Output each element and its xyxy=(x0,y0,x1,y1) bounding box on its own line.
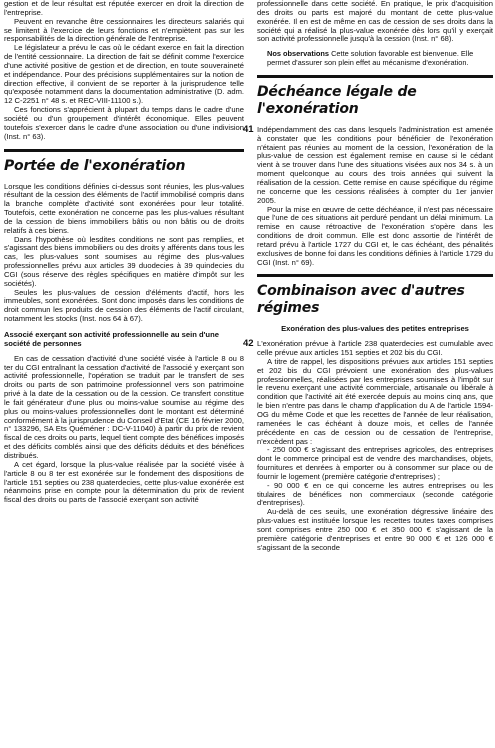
numbered-paragraph-42 xyxy=(243,338,493,358)
subheading-petites-entreprises: Exonération des plus-values des petites entreprises xyxy=(281,324,469,334)
subheading-associe: Associé exerçant son activité professionnelle au sein d'une société de personnes xyxy=(4,330,219,348)
paragraph: Lorsque les conditions définies ci-dessus sont réunies, les plus-values résultant de la cession des éléments de l'actif immobilisé compris dans la branche complète d'activité sont exonérées pour leur totalité. Toutefois, cette exonération ne concerne pas les plus-values résultant de la cession de biens immobiliers bâtis ou non bâtis ou de droits relatifs à ces biens. xyxy=(4,181,244,235)
paragraph-number: 42 xyxy=(243,338,254,350)
observation-note xyxy=(267,50,493,68)
section-heading-combinaison: Combinaison avec d'autres régimes xyxy=(257,274,493,317)
left-column xyxy=(4,0,244,748)
paragraph: En cas de cessation d'activité d'une société visée à l'article 8 ou 8 ter du CGI entraînant la cessation d'activité de l'associé y exerçant son activité professionnelle, l'opération se traduit par le transfert de ses droits ou parts de son patrimoine professionnel vers son patrimoine privé à la date de la cessation ou de la cession. Ce transfert constitue le fait générateur d'une plus ou moins-value soumise au régime des plus ou moins-values professionnelles dont le montant est déterminé conformément à la jurisprudence du Conseil d'Etat (CE 16 février 2000, n° 133296, SA Ets Quéméner : DC-V-11040) à partir du prix de revient fiscal de ces droits ou parts, lequel tient compte des bénéfices imposés et des déficits comblés ainsi que des déficits déduits et des bénéfices distribués. xyxy=(4,353,244,460)
note-label: Nos observations xyxy=(267,49,330,59)
paragraph: A cet égard, lorsque la plus-value réalisée par la société visée à l'article 8 ou 8 ter est exonérée sur le fondement des dispositions de l'article 151 septies ou 238 quaterdecies, cette plus-value exonérée est néanmoins prise en compte pour la détermination du prix de revient fiscal des droits ou parts de l'associé exerçant son activité xyxy=(4,459,244,505)
right-column xyxy=(243,0,493,748)
paragraph-number: 41 xyxy=(243,123,254,135)
paragraph: Dans l'hypothèse où lesdites conditions ne sont pas remplies, et s'agissant des biens immobiliers ou des droits y afférents dans tous les cas, les plus-values sont soumises au régime des plus-values professionnelles prévu aux articles 39 duodecies à 39 quindecies du CGI (sous réserve des règles spécifiques en matière d'impôt sur les sociétés). xyxy=(4,234,244,288)
note-text: Cette solution favorable est bienvenue. Elle permet d'assurer son plein effet au mécanisme d'exonération. xyxy=(267,49,474,68)
section-heading-portee: Portée de l'exonération xyxy=(4,149,244,175)
paragraph: - 250 000 € s'agissant des entreprises agricoles, des entreprises dont le commerce principal est de vendre des marchandises, objets, fournitures et denrées à emporter ou à consommer sur place ou de fournir le logement (première catégorie d'entreprises) ; xyxy=(257,445,493,481)
paragraph: Seules les plus-values de cession d'éléments d'actif, hors les immeubles, sont exonérées. Sont donc imposés dans les conditions de droit commun les produits de cession des éléments de l'actif circulant, notamment les stocks (Inst. nos 64 à 67). xyxy=(4,287,244,324)
paragraph: professionnelle dans cette société. En pratique, le prix d'acquisition des droits ou parts est majoré du montant de cette plus-value exonérée. Il en est de même en cas de cession de ses droits dans la société qui a réalisé la plus-value exonérée dès lors qu'il y exerçait son activité professionnelle jusqu'à la cession (Inst. n° 68). xyxy=(257,0,493,44)
paragraph: L'exonération prévue à l'article 238 quaterdecies est cumulable avec celle prévue aux articles 151 septies et 202 bis du CGI. xyxy=(257,339,493,358)
paragraph: - 90 000 € en ce qui concerne les autres entreprises ou les titulaires de bénéfices non commerciaux (seconde catégorie d'entreprises). xyxy=(257,480,493,508)
paragraph: Au-delà de ces seuils, une exonération dégressive linéaire des plus-values est instituée lorsque les recettes toutes taxes comprises sont comprises entre 250 000 € et 350 000 € s'agissant de la première catégorie d'entreprises et entre 90 000 € et 126 000 € s'agissant de la seconde xyxy=(257,507,493,552)
paragraph: Pour la mise en œuvre de cette déchéance, il n'est pas nécessaire que l'une de ces situations ait perduré pendant un délai minimum. La remise en cause rétroactive de l'exonération s'opère dans les conditions de droit commun. Elle est donc assortie de l'intérêt de retard prévu à l'article 1727 du CGI et, le cas échéant, des pénalités exclusives de bonne foi dans les conditions définies à l'article 1729 du CGI (Inst. n° 69). xyxy=(257,204,493,267)
paragraph: Indépendamment des cas dans lesquels l'administration est amenée à constater que les conditions pour bénéficier de l'exonération n'étaient pas réunies au moment de la cession, l'exonération de la plus-value de cession est également remise en cause si le cédant vient à se trouver dans l'une des situations visées aux nos 34 s. à un moment quelconque au cours des trois années qui suivent la réalisation de la cession. Cette remise en cause spécifique du régime ne concerne que les cessions réalisées à compter du 1er janvier 2005. xyxy=(257,124,493,205)
paragraph: gestion et de leur résultat est réputée exercer en droit la direction de l'entreprise. xyxy=(4,0,244,17)
paragraph: Peuvent en revanche être cessionnaires les directeurs salariés qui se limitent à l'exercice de leurs fonctions et n'empiètent pas sur les responsabilités de la direction générale de l'entreprise. xyxy=(4,16,244,44)
paragraph: A titre de rappel, les dispositions prévues aux articles 151 septies et 202 bis du CGI prévoient une exonération des plus-values professionnelles, réalisées par les entreprises soumises à l'impôt sur le revenu exerçant une activité commerciale, artisanale ou libérale à condition que l'activité ait été exercée depuis au moins cinq ans, que le bien n'entre pas dans le champ d'application du A de l'article 1594-OG du même Code et que les recettes de l'année de leur réalisation, ramenées le cas échéant à douze mois, et celles de l'année précédente en cas de cession ou de cessation de l'entreprise, n'excèdent pas : xyxy=(257,356,493,446)
paragraph: Le législateur a prévu le cas où le cédant exerce en fait la direction de l'entité cessionnaire. La direction de fait se définit comme l'exercice d'une activité positive de gestion et de direction, en toute souveraineté et indépendance. Pour des précisions supplémentaires sur la notion de direction effective, il convient de se reporter à la jurisprudence telle qu'exposée notamment dans la documentation administrative (D. adm. 12 C-2251 n° 48 s. et REC-VIII-11100 s.). xyxy=(4,43,244,106)
section-heading-decheance: Déchéance légale de l'exonération xyxy=(257,75,493,118)
numbered-paragraph-41 xyxy=(243,123,493,206)
paragraph: Ces fonctions s'apprécient à plupart du temps dans le cadre d'une société ou d'un groupement d'intérêt économique. Elles peuvent toutefois s'exercer dans le cadre d'une association ou d'une indivision (Inst. n° 63). xyxy=(4,105,244,141)
